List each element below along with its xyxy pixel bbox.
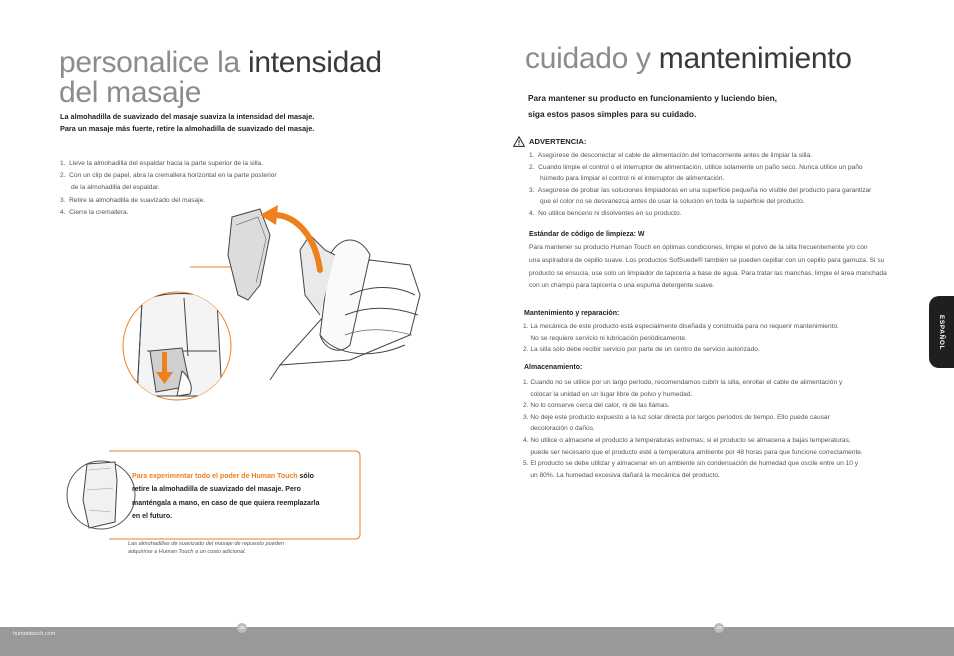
maintenance-item: 2. La silla sólo debe recibir servicio por parte de un centro de servicio autorizado. (523, 346, 760, 354)
storage-list (523, 377, 923, 481)
right-lead (528, 91, 908, 122)
storage-item: puede ser necesario que el producto esté a temperatura ambiente por 48 horas para que funcione correctamente. (523, 448, 863, 456)
storage-item: colocar la unidad en un lugar libre de polvo y humedad. (523, 390, 693, 398)
warning-title: ADVERTENCIA: (529, 137, 587, 146)
cleaning-paragraph (529, 242, 919, 293)
callout-line4: en el futuro. (132, 513, 173, 521)
warning-item: 4. No utilice benceno ni disolventes en su producto. (529, 209, 682, 217)
maintenance-list (523, 321, 913, 356)
callout-text (132, 470, 362, 524)
language-side-tab (929, 296, 954, 368)
right-title-dark: mantenimiento (658, 42, 852, 75)
storage-item: decoloración o daños. (523, 425, 595, 433)
lead-line2: siga estos pasos simples para su cuidado. (528, 108, 697, 119)
left-page-title (59, 48, 382, 108)
caption-line2: adquirirse a Human Touch a un costo adicional. (128, 549, 246, 556)
warning-icon (513, 136, 525, 147)
warning-item: 3. Asegúrese de probar las soluciones limpiadoras en una superficie pequeña no visible del producto para garantizar (529, 186, 872, 194)
warning-item: húmedo para limpiar el control ni el interruptor de alimentación. (529, 175, 725, 183)
step-item: de la almohadilla del espaldar. (60, 184, 160, 192)
zipper-detail-circle (122, 266, 232, 406)
page-number-left: 28 (237, 623, 247, 633)
page-number-right: 29 (714, 623, 724, 633)
storage-item: 1. Cuando no se utilice por un largo período, recomendamos cubrir la silla, enrollar el cable de alimentación y (523, 379, 843, 386)
callout-line2: retire la almohadilla de suavizado del masaje. Pero (132, 486, 301, 494)
storage-item: 4. No utilice o almacene el producto a temperaturas extremas; si el producto se almacena a bajas temperaturas, (523, 436, 851, 444)
storage-item: 5. El producto se debe utilizar y almacenar en un ambiente sin condensación de humedad que oscile entre un 10 y (523, 460, 859, 468)
step-item: 2. Con un clip de papel, abra la cremallera horizontal en la parte posterior (60, 172, 277, 180)
language-tab-label: ESPAÑOL (938, 314, 946, 350)
replacement-caption (128, 540, 358, 557)
cleaning-line: producto se ensucia, use solo un limpiador de tapicería a base de agua. Para tratar las manchas, limpie el área manchada (529, 269, 887, 277)
step-item: 3. Retire la almohadilla de suavizado del masaje. (60, 196, 206, 204)
storage-item: 3. No deje este producto expuesto a la luz solar directa por largos períodos de tiempo. Ello puede causar (523, 413, 830, 421)
maintenance-item: No se requiere servicio ni lubricación periódicamente. (523, 334, 687, 342)
callout-highlight: Para experimentar todo el poder de Human Touch (132, 473, 298, 480)
warning-item: 1. Asegúrese de desconectar el cable de alimentación del tomacorriente antes de limpiar la silla. (529, 152, 812, 159)
left-intro-line2: Para un masaje más fuerte, retire la almohadilla de suavizado del masaje. (60, 124, 315, 133)
left-title-dark: intensidad (247, 46, 382, 79)
warning-item: 2. Cuando limpie el control o el interruptor de alimentación, utilice solamente un paño seco. Nunca utilice un paño (529, 163, 863, 171)
callout-text-rest: sólo (297, 473, 314, 480)
warning-item: que el color no se desvanezca antes de usar la solución en toda la superficie del producto. (529, 198, 805, 206)
left-title-line2: del masaje (59, 76, 202, 109)
cleaning-title: Estándar de código de limpieza: W (529, 231, 645, 238)
storage-item: un 80%. La humedad excesiva dañará la mecánica del producto. (523, 471, 720, 479)
cleaning-line: Para mantener su producto Human Touch en óptimas condiciones, limpie el polvo de la silla frecuentemente y/o con (529, 244, 868, 251)
step-item: 1. Lleve la almohadilla del espaldar hacia la parte superior de la silla. (60, 160, 264, 167)
cleaning-line: una aspiradora de cepillo suave. Los productos SofSuede® también se pueden cepillar con un cepillo para gamuza. Si su (529, 256, 885, 264)
lead-line1: Para mantener su producto en funcionamiento y luciendo bien, (528, 93, 777, 103)
warning-list (529, 150, 919, 220)
left-title-light: personalice la (59, 46, 240, 79)
caption-line1: Las almohadillas de suavizado del masaje de repuesto pueden (128, 541, 285, 547)
storage-title: Almacenamiento: (524, 364, 583, 371)
maintenance-title: Mantenimiento y reparación: (524, 310, 620, 317)
maintenance-item: 1. La mecánica de este producto está especialmente diseñada y construida para no requerir mantenimiento. (523, 323, 839, 330)
step-item: 4. Cierre la cremallera. (60, 208, 129, 216)
storage-item: 2. No lo conserve cerca del calor, ni de las llamas. (523, 402, 670, 410)
footer-bar (0, 627, 954, 656)
left-intro (60, 111, 400, 135)
left-intro-line1: La almohadilla de suavizado del masaje suaviza la intensidad del masaje. (60, 112, 315, 121)
callout-line3: manténgala a mano, en caso de que quiera reemplazarla (132, 499, 320, 507)
right-title-light: cuidado y (525, 42, 651, 75)
footer-url: humantouch.com (13, 631, 56, 637)
right-page-title (525, 44, 852, 74)
cleaning-line: con un champú para tapicería o una espuma detergente suave. (529, 282, 715, 290)
